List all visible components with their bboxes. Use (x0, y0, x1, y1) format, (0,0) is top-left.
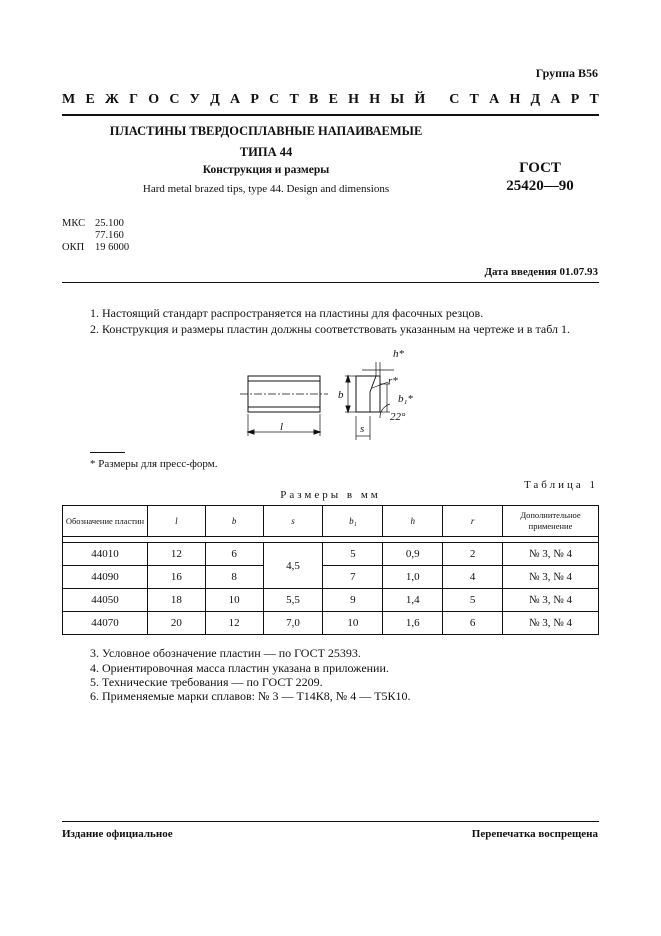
paragraph-6: 6. Применяемые марки сплавов: № 3 — Т14К8, № 4 — Т5К10. (90, 689, 411, 703)
title-english: Hard metal brazed tips, type 44. Design and dimensions (142, 183, 390, 195)
cell-b: 6 (205, 543, 263, 566)
header-l: l (147, 506, 205, 537)
cell-s: 7,0 (263, 612, 323, 635)
label-angle: 22° (390, 411, 406, 423)
banner-letter: С (449, 92, 460, 107)
table-row (63, 589, 599, 612)
date-value: 01.07.93 (559, 266, 598, 278)
top-rule (62, 114, 599, 116)
label-s: s (360, 423, 365, 435)
cell-h: 1,0 (383, 566, 443, 589)
header-application: Дополнительное применение (503, 506, 599, 537)
header-designation: Обозначение пластин (63, 506, 148, 537)
banner-letter: Ж (105, 92, 119, 107)
cell-b: 8 (205, 566, 263, 589)
header-b1: b₁ (323, 506, 383, 537)
cell-h: 1,6 (383, 612, 443, 635)
label-b: b (338, 389, 344, 401)
banner-letter: Е (85, 92, 95, 107)
cell-s: 4,5 (263, 543, 323, 589)
footnote-rule (90, 452, 125, 453)
label-l: l (280, 421, 284, 433)
banner-letter: С (269, 92, 280, 107)
label-r: r* (388, 375, 398, 387)
banner-letter: Р (250, 92, 259, 107)
banner-letter: Т (289, 92, 299, 107)
header-b: b (205, 506, 263, 537)
gost-code: 25420—90 (506, 178, 574, 194)
banner-letter: У (189, 92, 200, 107)
table-caption: Таблица 1 (523, 479, 598, 491)
bottom-rule (62, 821, 599, 822)
classifier-key: МКС (62, 218, 86, 229)
banner-letter: В (309, 92, 319, 107)
banner-letter: О (148, 92, 160, 107)
cell-b: 12 (205, 612, 263, 635)
standard-banner (62, 92, 599, 108)
title-line-1: ПЛАСТИНЫ ТВЕРДОСПЛАВНЫЕ НАПАИВАЕМЫЕ (109, 124, 423, 138)
table-row (63, 566, 599, 589)
cell-designation: 44050 (63, 589, 148, 612)
cell-r: 6 (443, 612, 503, 635)
table-subcaption: Размеры в мм (280, 489, 381, 501)
cell-designation: 44010 (63, 543, 148, 566)
reprint-prohibited: Перепечатка воспрещена (471, 828, 598, 840)
label-b1: b₁* (398, 393, 413, 405)
classifier-key (62, 230, 95, 242)
cell-r: 5 (443, 589, 503, 612)
date-rule (62, 282, 599, 283)
banner-letter: Д (210, 92, 220, 107)
gost-label: ГОСТ (519, 160, 561, 176)
banner-letter (435, 92, 439, 108)
cell-b: 10 (205, 589, 263, 612)
cell-application: № 3, № 4 (503, 612, 599, 635)
group-code: Группа В56 (535, 66, 598, 80)
cell-b1: 10 (323, 612, 383, 635)
cell-l: 12 (147, 543, 205, 566)
cell-h: 1,4 (383, 589, 443, 612)
banner-letter: Т (589, 92, 599, 107)
footnote: * Размеры для пресс-форм. (90, 458, 218, 470)
cell-l: 16 (147, 566, 205, 589)
title-line-2: ТИПА 44 (239, 145, 293, 159)
header-s: s (263, 506, 323, 537)
cell-b1: 5 (323, 543, 383, 566)
date-label: Дата введения (484, 266, 557, 278)
cell-h: 0,9 (383, 543, 443, 566)
table-row (63, 543, 599, 566)
paragraph-1: 1. Настоящий стандарт распространяется на пластины для фасочных резцов. (90, 306, 484, 320)
paragraph-2: 2. Конструкция и размеры пластин должны соответствовать указанным на чертеже и в табл 1. (90, 322, 570, 336)
title-subtitle: Конструкция и размеры (202, 164, 330, 176)
cell-application: № 3, № 4 (503, 543, 599, 566)
cell-application: № 3, № 4 (503, 589, 599, 612)
cell-r: 2 (443, 543, 503, 566)
classification-codes (62, 218, 129, 254)
cell-designation: 44070 (63, 612, 148, 635)
banner-letter: С (169, 92, 180, 107)
banner-letter: Н (348, 92, 360, 107)
banner-letter: М (62, 92, 76, 107)
paragraph-5: 5. Технические требования — по ГОСТ 2209. (90, 675, 323, 689)
banner-letter: А (230, 92, 241, 107)
banner-letter: Н (369, 92, 381, 107)
cell-r: 4 (443, 566, 503, 589)
banner-letter: Ы (390, 92, 405, 107)
cell-b1: 7 (323, 566, 383, 589)
banner-letter: Е (328, 92, 338, 107)
cell-b1: 9 (323, 589, 383, 612)
classifier-value: 25.100 (95, 218, 124, 229)
classifier-value: 77.160 (95, 230, 124, 241)
end-view-outline (356, 376, 380, 412)
effective-date (484, 266, 598, 278)
header-r: r (443, 506, 503, 537)
cell-application: № 3, № 4 (503, 566, 599, 589)
paragraph-4: 4. Ориентировочная масса пластин указана в приложении. (90, 661, 389, 675)
classifier-key: ОКП (62, 242, 85, 253)
banner-letter: А (550, 92, 561, 107)
paragraph-3: 3. Условное обозначение пластин — по ГОСТ 25393. (90, 646, 361, 660)
banner-letter: Д (530, 92, 541, 107)
classifier-value: 19 6000 (95, 242, 130, 253)
cell-designation: 44090 (63, 566, 148, 589)
label-h: h* (393, 348, 404, 360)
header-h: h (383, 506, 443, 537)
banner-letter: А (489, 92, 500, 107)
cell-l: 18 (147, 589, 205, 612)
gost-number (485, 159, 595, 195)
banner-letter: Р (570, 92, 580, 107)
banner-letter: Й (414, 92, 426, 107)
cell-s: 5,5 (263, 589, 323, 612)
tip-drawing (230, 340, 420, 450)
banner-letter: Г (129, 92, 138, 107)
dimensions-table (62, 505, 599, 635)
official-edition: Издание официальное (62, 828, 173, 840)
cell-l: 20 (147, 612, 205, 635)
table-row (63, 612, 599, 635)
banner-letter: Н (509, 92, 521, 107)
banner-letter: Т (469, 92, 479, 107)
